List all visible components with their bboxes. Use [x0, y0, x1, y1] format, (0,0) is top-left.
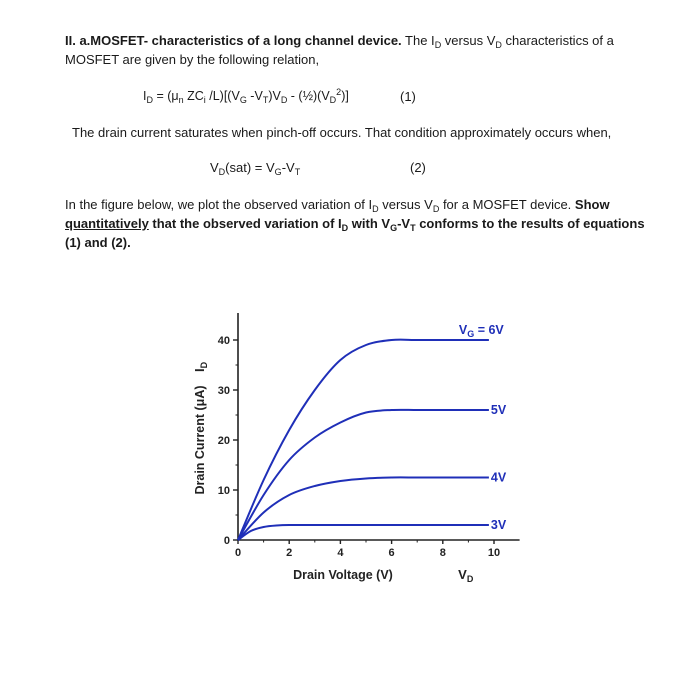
x-tick-label: 6 — [388, 547, 395, 559]
series-label-2: 5V — [490, 403, 507, 417]
x-tick-label: 10 — [487, 547, 501, 559]
quantitatively-emphasis: quantitatively — [65, 216, 149, 231]
y-axis-symbol: $I_D$ — [192, 361, 209, 372]
intro-text-c: characteristics of a MOSFET are given by the following relation, — [65, 33, 614, 67]
series-label-4: 3V — [490, 518, 507, 532]
problem-heading: II. a.MOSFET- characteristics of a long channel device. — [65, 33, 402, 48]
y-tick-label: 20 — [217, 435, 230, 447]
series-line-1 — [238, 340, 489, 540]
series-line-2 — [238, 410, 489, 540]
intro-text-a: The I — [401, 33, 435, 48]
x-tick-label: 0 — [234, 547, 242, 559]
x-tick-label: 4 — [337, 547, 344, 559]
equation-1-number: (1) — [400, 89, 416, 104]
saturation-text: The drain current saturates when pinch-off occurs. That condition approximately occurs when, — [72, 125, 612, 140]
series-label-1: $V_G = 6V$ — [458, 323, 504, 339]
x-axis-symbol: $V_D$ — [458, 567, 474, 584]
intro-sub: D — [434, 40, 442, 50]
task-text: In the figure below, we plot the observed variation of $I_D$ versus $V_D$ for a MOSFET device. Show quantitatively that the observed variation of $I_D$ with $V_G-V_T$ conforms to the results of equations (1) and (2). — [65, 197, 645, 250]
series-line-4 — [238, 525, 489, 540]
intro-sub-2: D — [495, 40, 502, 50]
series-line-3 — [238, 477, 489, 540]
x-tick-label: 2 — [286, 547, 293, 559]
equation-2-number: (2) — [410, 160, 426, 175]
equation-1: $I_D = (\mu_n$ $ZC_i$ $/L)[(V_G$ $-V_T)V_D$ - $(\frac{1}{2})(V_D^2)$] — [143, 87, 349, 105]
y-tick-label: 0 — [223, 535, 230, 547]
intro-text-b: versus V — [441, 33, 496, 48]
x-tick-label: 8 — [439, 547, 446, 559]
y-tick-label: 10 — [217, 485, 230, 497]
y-axis-label: Drain Current (μA) — [193, 385, 207, 495]
y-tick-label: 40 — [217, 335, 230, 347]
equation-2: $V_D(sat) = V_G-V_T$ — [210, 160, 301, 177]
series-label-3: 4V — [490, 470, 507, 485]
x-axis-label: Drain Voltage (V) — [293, 568, 393, 582]
y-tick-label: 30 — [217, 385, 230, 397]
